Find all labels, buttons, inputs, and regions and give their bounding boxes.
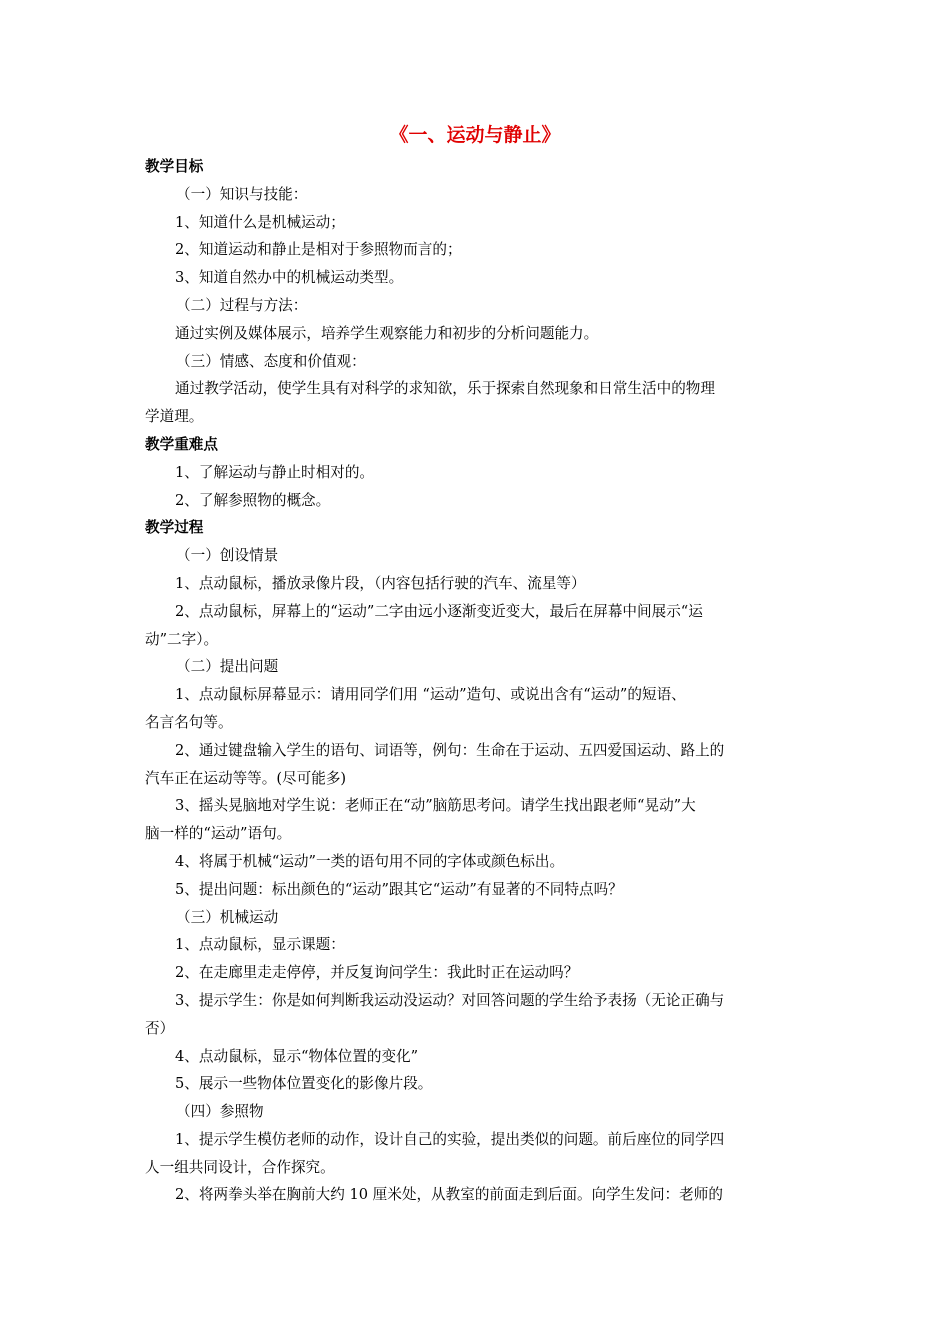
text-line: 通过教学活动，使学生具有对科学的求知欲，乐于探索自然现象和日常生活中的物理	[175, 380, 715, 398]
text-line: 1、点动鼠标，显示课题：	[175, 936, 345, 954]
text-line: 4、点动鼠标，显示“物体位置的变化”	[175, 1047, 419, 1065]
text-line: 3、摇头晃脑地对学生说：老师正在“动”脑筋思考问。请学生找出跟老师“晃动”大	[175, 797, 696, 815]
text-line: 名言名句等。	[145, 713, 233, 731]
text-line: （三）情感、态度和价值观：	[176, 352, 366, 370]
section-heading: 教学目标	[145, 158, 204, 175]
text-line: 4、将属于机械“运动”一类的语句用不同的字体或颜色标出。	[175, 852, 565, 870]
text-line: 2、了解参照物的概念。	[175, 491, 331, 509]
text-line: 2、通过键盘输入学生的语句、词语等，例句：生命在于运动、五四爱国运动、路上的	[175, 741, 725, 759]
text-line: 1、点动鼠标屏幕显示：请用同学们用 “运动”造句、或说出含有“运动”的短语、	[175, 686, 686, 704]
text-line: （四）参照物	[176, 1103, 264, 1121]
text-line: 2、将两拳头举在胸前大约 10 厘米处，从教室的前面走到后面。向学生发问：老师的	[175, 1186, 723, 1204]
document-body	[145, 153, 813, 1209]
text-line: （一）知识与技能：	[176, 185, 308, 203]
text-line: 5、展示一些物体位置变化的影像片段。	[175, 1075, 433, 1093]
text-line: 3、知道自然办中的机械运动类型。	[175, 269, 404, 287]
text-line: 2、在走廊里走走停停，并反复询问学生：我此时正在运动吗？	[175, 964, 579, 982]
text-line: 1、点动鼠标，播放录像片段，（内容包括行驶的汽车、流星等）	[175, 574, 586, 592]
document-title: 《一、运动与静止》	[389, 124, 561, 146]
text-line: （二）过程与方法：	[176, 296, 308, 314]
text-line: 1、知道什么是机械运动；	[175, 213, 345, 231]
text-line: （三）机械运动	[176, 908, 279, 926]
text-line: 2、点动鼠标，屏幕上的“运动”二字由远小逐渐变近变大，最后在屏幕中间展示“运	[175, 602, 703, 620]
text-line: （一）创设情景	[176, 547, 279, 565]
text-line: 汽车正在运动等等。(尽可能多)	[145, 769, 347, 787]
text-line: 动”二字）。	[145, 630, 219, 648]
text-line: 2、知道运动和静止是相对于参照物而言的；	[175, 241, 462, 259]
text-line: 5、提出问题：标出颜色的“运动”跟其它“运动”有显著的不同特点吗？	[175, 880, 623, 898]
text-line: 通过实例及媒体展示，培养学生观察能力和初步的分析问题能力。	[175, 324, 599, 342]
text-line: （二）提出问题	[176, 658, 279, 676]
text-line: 学道理。	[145, 408, 204, 426]
section-heading: 教学重难点	[145, 435, 218, 453]
text-line: 人一组共同设计，合作探究。	[145, 1158, 335, 1176]
text-line: 3、提示学生：你是如何判断我运动没运动？对回答问题的学生给予表扬（无论正确与	[175, 991, 725, 1009]
text-line: 脑一样的“运动”语句。	[145, 825, 292, 843]
text-line: 1、了解运动与静止时相对的。	[175, 463, 375, 481]
section-heading: 教学过程	[145, 519, 204, 537]
text-line: 否）	[145, 1019, 175, 1037]
text-line: 1、提示学生模仿老师的动作，设计自己的实验，提出类似的问题。前后座位的同学四	[175, 1130, 725, 1148]
